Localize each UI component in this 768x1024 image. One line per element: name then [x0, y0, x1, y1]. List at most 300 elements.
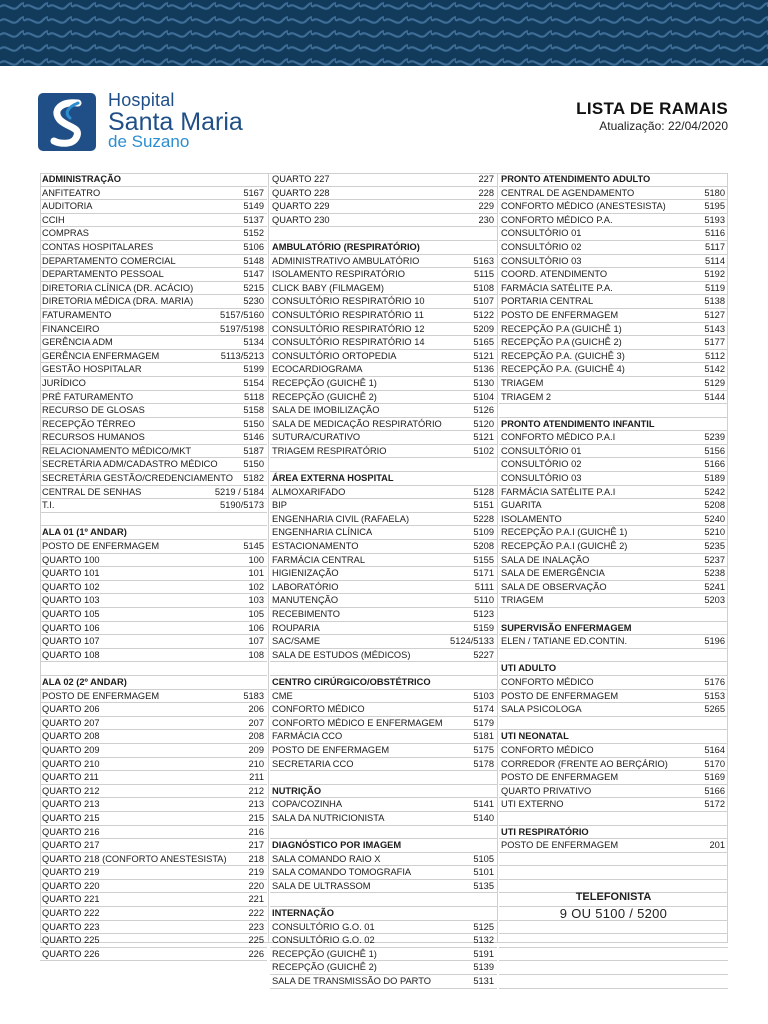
department-name: SALA COMANDO TOMOGRAFIA — [272, 867, 412, 878]
section-title: AMBULATÓRIO (RESPIRATÓRIO) — [272, 241, 420, 252]
extension-row — [270, 377, 497, 391]
department-name: CONSULTÓRIO RESPIRATÓRIO 14 — [272, 337, 425, 348]
section-header — [270, 785, 497, 799]
extension-row — [270, 880, 497, 894]
extension-row — [270, 690, 497, 704]
extension-number: 5137 — [243, 214, 264, 225]
extension-number: 5102 — [473, 445, 494, 456]
extension-row — [499, 336, 728, 350]
department-name: POSTO DE ENFERMAGEM — [501, 840, 619, 851]
department-name: QUARTO 212 — [42, 785, 100, 796]
extension-row — [499, 703, 728, 717]
section-header — [270, 472, 497, 486]
blank-row — [499, 921, 728, 935]
extension-number: 5129 — [704, 377, 725, 388]
extension-row — [40, 268, 267, 282]
extension-row — [270, 934, 497, 948]
extension-row — [270, 499, 497, 513]
extension-number: 5131 — [473, 976, 494, 987]
extension-number: 5166 — [704, 459, 725, 470]
department-name: UTI EXTERNO — [501, 799, 564, 810]
extension-number: 5123 — [473, 609, 494, 619]
extension-row — [270, 363, 497, 377]
extension-row — [270, 431, 497, 445]
extension-row — [40, 227, 267, 241]
extension-number: 5132 — [473, 935, 494, 946]
section-header — [499, 826, 728, 840]
extension-row — [270, 173, 497, 187]
department-name: RECEPÇÃO TÉRREO — [42, 418, 136, 429]
extension-number: 230 — [478, 214, 494, 225]
section-title: ÁREA EXTERNA HOSPITAL — [272, 473, 394, 484]
extension-row — [40, 554, 267, 568]
department-name: SALA DE IMOBILIZAÇÃO — [272, 405, 380, 416]
extension-row — [270, 187, 497, 201]
department-name: CONFORTO MÉDICO — [272, 704, 365, 715]
department-name: RECEPÇÃO P.A.I (GUICHÊ 1) — [501, 527, 628, 538]
department-name: QUARTO 101 — [42, 568, 100, 579]
department-name: COMPRAS — [42, 228, 90, 239]
extension-row — [40, 363, 267, 377]
extension-row — [499, 526, 728, 540]
logo-text-santa-maria: Santa Maria — [108, 108, 243, 136]
extension-number: 5127 — [704, 309, 725, 320]
department-name: TRIAGEM 2 — [501, 391, 552, 402]
department-name: CORREDOR (FRENTE AO BERÇÁRIO) — [501, 758, 668, 769]
department-name: POSTO DE ENFERMAGEM — [42, 690, 160, 701]
department-name: CME — [272, 690, 293, 701]
section-title: ALA 02 (2º ANDAR) — [42, 676, 127, 687]
extension-row — [40, 418, 267, 432]
extension-number: 201 — [709, 840, 725, 851]
extension-row — [40, 934, 267, 948]
department-name: RECEPÇÃO P.A (GUICHÊ 2) — [501, 337, 622, 348]
extension-row — [270, 581, 497, 595]
extension-row — [270, 255, 497, 269]
extension-row — [40, 255, 267, 269]
decorative-header-band — [0, 0, 768, 66]
extension-number: 5146 — [243, 432, 264, 443]
department-name: CONFORTO MÉDICO E ENFERMAGEM — [272, 717, 443, 728]
extension-row — [40, 567, 267, 581]
extension-number: 5152 — [243, 228, 264, 239]
department-name: RECEPÇÃO (GUICHÊ 2) — [272, 962, 377, 973]
blank-row — [499, 975, 728, 989]
operator-numbers: 9 OU 5100 / 5200 — [559, 906, 668, 921]
department-name: QUARTO 207 — [42, 717, 100, 728]
extension-row — [499, 268, 728, 282]
department-name: CONFORTO MÉDICO — [501, 676, 594, 687]
department-name: SALA DE ULTRASSOM — [272, 880, 371, 891]
extension-row — [270, 635, 497, 649]
extension-number: 5121 — [473, 350, 494, 361]
department-name: CONSULTÓRIO RESPIRATÓRIO 12 — [272, 323, 425, 334]
blank-row — [270, 826, 497, 840]
extension-row — [40, 771, 267, 785]
extension-row — [40, 785, 267, 799]
extension-row — [40, 391, 267, 405]
department-name: CONSULTÓRIO 01 — [501, 228, 582, 239]
blank-row — [40, 662, 267, 676]
extension-number: 5240 — [704, 513, 725, 524]
department-name: SALA DE OBSERVAÇÃO — [501, 581, 607, 592]
department-name: CONSULTÓRIO G.O. 01 — [272, 921, 375, 932]
department-name: ADMINISTRATIVO AMBULATÓRIO — [272, 255, 420, 266]
extension-number: 5228 — [473, 513, 494, 524]
extension-number: 216 — [248, 826, 264, 837]
department-name: T.I. — [42, 500, 55, 511]
department-name: QUARTO 228 — [272, 187, 330, 198]
extension-row — [270, 418, 497, 432]
extension-row — [40, 594, 267, 608]
department-name: ESTACIONAMENTO — [272, 541, 359, 552]
extension-row — [40, 282, 267, 296]
extension-number: 5104 — [473, 391, 494, 402]
department-name: SALA PSICOLOGA — [501, 704, 582, 715]
extension-number: 210 — [248, 758, 264, 769]
section-header — [499, 418, 728, 432]
extension-number: 5111 — [474, 581, 494, 592]
department-name: POSTO DE ENFERMAGEM — [501, 772, 619, 783]
department-name: RECURSOS HUMANOS — [42, 432, 145, 443]
hospital-s-logo-icon — [38, 93, 96, 151]
department-name: CONSULTÓRIO 02 — [501, 459, 582, 470]
extension-row — [499, 187, 728, 201]
extension-number: 5242 — [704, 486, 725, 497]
blank-row — [270, 662, 497, 676]
department-name: QUARTO 217 — [42, 840, 100, 851]
department-name: CONFORTO MÉDICO — [501, 744, 594, 755]
extension-number: 5110 — [474, 595, 494, 606]
extension-row — [270, 948, 497, 962]
extension-number: 5169 — [704, 772, 725, 783]
extension-number: 220 — [248, 880, 264, 891]
extension-number: 5164 — [704, 744, 725, 755]
extension-row — [270, 608, 497, 622]
extension-row — [270, 812, 497, 826]
extension-number: 5235 — [704, 541, 725, 552]
section-title: UTI NEONATAL — [501, 731, 569, 742]
extension-number: 100 — [248, 554, 264, 565]
extension-row — [270, 866, 497, 880]
extension-row — [499, 200, 728, 214]
extension-row — [270, 513, 497, 527]
extension-number: 5174 — [473, 704, 494, 715]
department-name: FINANCEIRO — [42, 323, 100, 334]
extension-row — [270, 295, 497, 309]
extension-row — [40, 717, 267, 731]
department-name: RECEPÇÃO P.A. (GUICHÊ 4) — [501, 364, 625, 375]
column-divider — [268, 173, 269, 943]
department-name: CENTRAL DE AGENDAMENTO — [501, 187, 635, 198]
extension-number: 5265 — [704, 704, 725, 715]
section-header — [499, 730, 728, 744]
extension-number: 103 — [248, 595, 264, 606]
extension-number: 5187 — [243, 445, 264, 456]
department-name: CONFORTO MÉDICO (ANESTESISTA) — [501, 201, 666, 212]
department-name: QUARTO 223 — [42, 921, 100, 932]
extension-number: 5120 — [473, 418, 494, 429]
extension-number: 5139 — [473, 962, 494, 973]
department-name: TRIAGEM — [501, 377, 544, 388]
department-name: GUARITA — [501, 500, 542, 511]
department-name: LABORATÓRIO — [272, 581, 339, 592]
blank-row — [270, 771, 497, 785]
extension-number: 5140 — [473, 812, 494, 823]
extension-number: 5141 — [473, 799, 494, 810]
department-name: CONSULTÓRIO G.O. 02 — [272, 935, 375, 946]
document-title: LISTA DE RAMAIS — [576, 99, 728, 118]
section-title: ALA 01 (1º ANDAR) — [42, 527, 127, 538]
department-name: SALA DE MEDICAÇÃO RESPIRATÓRIO — [272, 418, 442, 429]
section-title: ADMINISTRAÇÃO — [42, 174, 122, 184]
extension-row — [40, 622, 267, 636]
blank-row — [270, 227, 497, 241]
extension-number: 5156 — [704, 445, 725, 456]
extension-row — [270, 540, 497, 554]
extension-number: 5239 — [704, 432, 725, 443]
extension-number: 227 — [478, 174, 494, 184]
extension-row — [499, 445, 728, 459]
extension-row — [499, 458, 728, 472]
extension-number: 5136 — [473, 364, 494, 375]
department-name: CONSULTÓRIO 03 — [501, 473, 582, 484]
extension-row — [499, 241, 728, 255]
department-name: RECEPÇÃO P.A.I (GUICHÊ 2) — [501, 541, 628, 552]
extension-number: 219 — [248, 867, 264, 878]
extension-row — [40, 758, 267, 772]
extension-row — [40, 826, 267, 840]
department-name: COORD. ATENDIMENTO — [501, 269, 608, 280]
extension-row — [499, 472, 728, 486]
section-header — [499, 622, 728, 636]
section-header — [40, 676, 267, 690]
extension-number: 221 — [248, 894, 264, 905]
department-name: ENGENHARIA CIVIL (RAFAELA) — [272, 513, 410, 524]
department-name: FARMÁCIA SATÉLITE P.A. — [501, 282, 613, 293]
extension-number: 5227 — [473, 649, 494, 660]
department-name: MANUTENÇÃO — [272, 595, 339, 606]
department-name: QUARTO 216 — [42, 826, 100, 837]
extension-row — [40, 431, 267, 445]
department-name: GESTÃO HOSPITALAR — [42, 364, 142, 375]
blank-row — [499, 934, 728, 948]
department-name: SECRETARIA CCO — [272, 758, 354, 769]
department-name: QUARTO 211 — [42, 772, 99, 783]
section-title: INTERNAÇÃO — [272, 908, 334, 919]
extension-row — [40, 241, 267, 255]
extension-row — [40, 635, 267, 649]
blank-row — [499, 853, 728, 867]
logo-text-de-suzano: de Suzano — [108, 132, 190, 151]
extension-row — [40, 744, 267, 758]
extension-number: 5199 — [243, 364, 264, 375]
extension-number: 5107 — [473, 296, 494, 307]
extension-row — [499, 499, 728, 513]
extension-number: 5166 — [704, 785, 725, 796]
extension-row — [270, 350, 497, 364]
extension-row — [40, 853, 267, 867]
department-name: CONFORTO MÉDICO P.A. — [501, 214, 613, 225]
extension-number: 5165 — [473, 337, 494, 348]
extension-row — [270, 282, 497, 296]
extension-number: 5208 — [704, 500, 725, 511]
extension-number: 101 — [248, 568, 264, 579]
extension-number: 5151 — [473, 500, 494, 511]
extension-row — [40, 581, 267, 595]
department-name: GERÊNCIA ENFERMAGEM — [42, 350, 160, 361]
extension-number: 5238 — [704, 568, 725, 579]
extension-number: 5210 — [704, 527, 725, 538]
extension-number: 5195 — [704, 201, 725, 212]
extension-row — [40, 214, 267, 228]
extension-number: 222 — [248, 908, 264, 919]
department-name: QUARTO 100 — [42, 554, 100, 565]
department-name: POSTO DE ENFERMAGEM — [272, 744, 390, 755]
extension-row — [40, 377, 267, 391]
extension-row — [270, 200, 497, 214]
extension-number: 5105 — [473, 853, 494, 864]
extension-row — [499, 227, 728, 241]
department-name: CENTRAL DE SENHAS — [42, 486, 142, 497]
extension-number: 5215 — [243, 282, 264, 293]
extension-number: 5130 — [473, 377, 494, 388]
extension-row — [270, 323, 497, 337]
extension-row — [40, 703, 267, 717]
extension-number: 5118 — [244, 391, 264, 402]
extension-number: 5144 — [704, 391, 725, 402]
extension-row — [270, 961, 497, 975]
extension-number: 5208 — [473, 541, 494, 552]
department-name: ENGENHARIA CLÍNICA — [272, 527, 373, 538]
extension-number: 5116 — [705, 228, 725, 239]
section-title: PRONTO ATENDIMENTO INFANTIL — [501, 418, 655, 429]
department-name: ALMOXARIFADO — [272, 486, 346, 497]
extension-number: 226 — [248, 948, 264, 959]
extension-row — [499, 309, 728, 323]
department-name: QUARTO 229 — [272, 201, 330, 212]
extension-row — [40, 187, 267, 201]
blank-row — [40, 513, 267, 527]
department-name: SALA COMANDO RAIO X — [272, 853, 381, 864]
department-name: QUARTO 215 — [42, 812, 100, 823]
section-title: SUPERVISÃO ENFERMAGEM — [501, 622, 632, 633]
extension-row — [499, 567, 728, 581]
extension-number: 5157/5160 — [220, 309, 264, 320]
department-name: SECRETÁRIA ADM/CADASTRO MÉDICO — [42, 459, 218, 470]
extension-row — [270, 703, 497, 717]
extension-number: 5138 — [704, 296, 725, 307]
extension-row — [499, 486, 728, 500]
extension-row — [499, 581, 728, 595]
department-name: ELEN / TATIANE ED.CONTIN. — [501, 636, 628, 647]
extension-number: 213 — [248, 799, 264, 810]
extension-row — [40, 690, 267, 704]
extension-number: 5180 — [704, 187, 725, 198]
blank-row — [499, 717, 728, 731]
extension-number: 5159 — [473, 622, 494, 633]
department-name: QUARTO 219 — [42, 867, 100, 878]
extension-number: 218 — [248, 853, 264, 864]
department-name: SECRETÁRIA GESTÃO/CREDENCIAMENTO — [42, 473, 233, 484]
extension-number: 5117 — [705, 241, 725, 252]
blank-row — [499, 948, 728, 962]
department-name: SAC/SAME — [272, 636, 321, 647]
extension-row — [499, 323, 728, 337]
extension-row — [499, 431, 728, 445]
blank-row — [270, 458, 497, 472]
extension-number: 208 — [248, 731, 264, 742]
extension-number: 5155 — [473, 554, 494, 565]
extension-row — [40, 893, 267, 907]
extension-row — [270, 486, 497, 500]
extension-number: 5142 — [704, 364, 725, 375]
extension-number: 5150 — [243, 459, 264, 470]
extension-row — [499, 758, 728, 772]
blank-row — [499, 961, 728, 975]
department-name: RECEBIMENTO — [272, 609, 341, 619]
department-name: PRÉ FATURAMENTO — [42, 391, 134, 402]
department-name: TRIAGEM RESPIRATÓRIO — [272, 445, 387, 456]
department-name: QUARTO 106 — [42, 622, 100, 633]
department-name: DIRETORIA CLÍNICA (DR. ACÁCIO) — [42, 282, 194, 293]
department-name: QUARTO 208 — [42, 731, 100, 742]
extension-number: 5145 — [243, 541, 264, 552]
extension-row — [499, 690, 728, 704]
department-name: CONSULTÓRIO ORTOPEDIA — [272, 350, 397, 361]
section-header — [499, 662, 728, 676]
extension-row — [270, 594, 497, 608]
extension-number: 5135 — [473, 880, 494, 891]
extension-number: 5149 — [243, 201, 264, 212]
department-name: QUARTO 210 — [42, 758, 100, 769]
extension-row — [499, 635, 728, 649]
extension-number: 5158 — [243, 405, 264, 416]
department-name: GERÊNCIA ADM — [42, 337, 113, 348]
department-name: QUARTO 222 — [42, 908, 100, 919]
extension-row — [40, 608, 267, 622]
section-title: CENTRO CIRÚRGICO/OBSTÉTRICO — [272, 676, 431, 687]
extension-row — [270, 798, 497, 812]
extension-row — [40, 798, 267, 812]
section-header — [270, 907, 497, 921]
extension-row — [40, 404, 267, 418]
department-name: AUDITORIA — [42, 201, 93, 212]
department-name: SALA DE INALAÇÃO — [501, 554, 590, 565]
extension-number: 108 — [248, 649, 264, 660]
extension-number: 5190/5173 — [220, 500, 264, 511]
extension-number: 5230 — [243, 296, 264, 307]
extension-row — [40, 839, 267, 853]
extension-number: 207 — [248, 717, 264, 728]
department-name: RECEPÇÃO (GUICHÊ 2) — [272, 391, 377, 402]
department-name: QUARTO 225 — [42, 935, 100, 946]
extension-number: 5125 — [473, 921, 494, 932]
section-header — [270, 839, 497, 853]
extension-number: 5134 — [243, 337, 264, 348]
extension-row — [499, 676, 728, 690]
department-name: ISOLAMENTO — [501, 513, 562, 524]
extension-number: 105 — [248, 609, 264, 619]
extension-number: 5178 — [473, 758, 494, 769]
department-name: CONTAS HOSPITALARES — [42, 241, 154, 252]
section-title: DIAGNÓSTICO POR IMAGEM — [272, 840, 402, 851]
blank-row — [499, 812, 728, 826]
extension-number: 223 — [248, 921, 264, 932]
extension-number: 5192 — [704, 269, 725, 280]
extension-row — [499, 377, 728, 391]
extension-number: 5191 — [473, 948, 494, 959]
